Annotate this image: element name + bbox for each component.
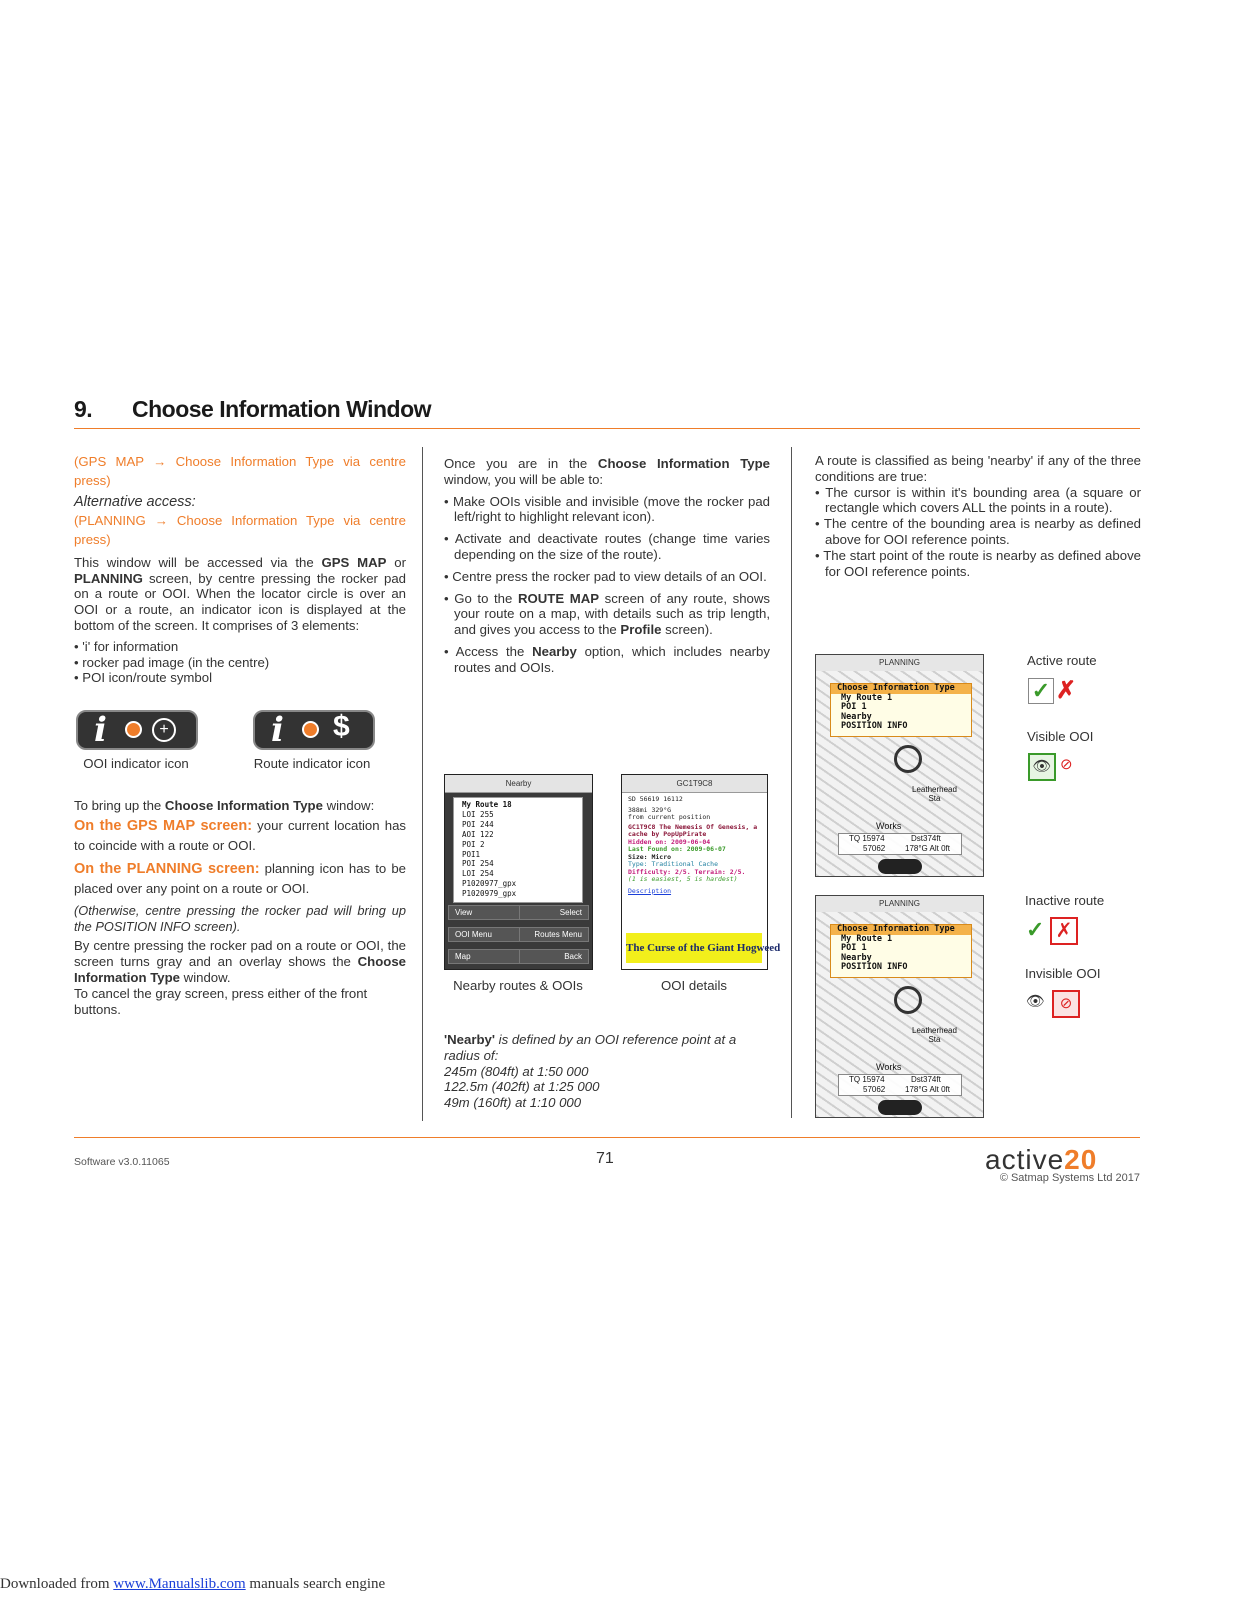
coords-box: TQ 15974 Dst374ft 57062 178°G Alt 0ft: [838, 1074, 962, 1096]
nearby-screenshot: [444, 774, 593, 970]
legend-visible-ooi: Visible OOI: [1027, 729, 1094, 744]
radius-3: 49m (160ft) at 1:10 000: [444, 1095, 582, 1111]
manualslib-link[interactable]: www.Manualslib.com: [113, 1576, 246, 1592]
overlay-title: Choose Information Type: [831, 684, 971, 694]
access-path: (GPS MAP → Choose Information Type via centre press): [74, 454, 406, 488]
choose-info-overlay: [830, 924, 972, 978]
ability-visible: • Make OOIs visible and invisible (move the rocker pad left/right to highlight relevant icon).: [444, 493, 770, 525]
ooi-details-screenshot: [621, 774, 781, 970]
nearby-route-intro: A route is classified as being 'nearby' if any of the three conditions are true:: [815, 453, 1141, 484]
details-found: Last Found on: 2009-06-07: [628, 845, 726, 853]
map-label-sta: Sta: [928, 1035, 941, 1044]
bullet-rocker: • rocker pad image (in the centre): [74, 654, 270, 670]
planning-screenshot-active: [815, 654, 984, 877]
details-name: GC1T9C8 The Nemesis Of Genesis, a cache by PopUpPirate: [628, 822, 758, 838]
condition-2: • The centre of the bounding area is nearby as defined above for OOI reference points.: [815, 516, 1141, 547]
details-hidden: Hidden on: 2009-06-04: [628, 837, 711, 846]
locator-circle: [894, 745, 922, 773]
ooi-menu-button: OOI Menu: [448, 927, 520, 942]
overlay-item: POI 1: [841, 702, 867, 712]
choose-info-overlay: [830, 683, 972, 737]
details-distance: 388mi 329°G: [628, 805, 672, 814]
details-title: GC1T9C8: [622, 775, 767, 793]
bullet-i: • 'i' for information: [74, 638, 179, 654]
column-1: [74, 452, 406, 686]
overlay-item: My Route 1: [841, 692, 893, 703]
active-route-icon: ✓ ✗: [1028, 678, 1084, 704]
details-caption: OOI details: [661, 978, 727, 993]
column-3: [815, 453, 1141, 579]
overlay-item: Nearby: [841, 952, 872, 963]
list-item: LOI 254: [462, 869, 494, 879]
list-item: LOI 255: [462, 809, 494, 819]
ability-nearby: • Access the Nearby option, which includes nearby routes and OOIs.: [444, 643, 770, 675]
cancel-text: To cancel the gray screen, press either of the front buttons.: [74, 985, 368, 1017]
list-item: My Route 18: [462, 800, 512, 809]
software-version: Software v3.0.11065: [74, 1156, 170, 1168]
select-button: Select: [519, 905, 589, 920]
ooi-indicator-icon: i +: [76, 710, 198, 750]
gps-map-instruction: On the GPS MAP screen: your current location has to coincide with a route or OOI.: [74, 817, 406, 853]
inactive-route-icon: ✓ ✗: [1026, 917, 1082, 943]
overlay-item: My Route 1: [841, 933, 893, 944]
back-button: Back: [519, 949, 589, 964]
ooi-indicator-caption: OOI indicator icon: [83, 756, 189, 771]
details-type: Type: Traditional Cache: [628, 860, 719, 868]
title-rule: [74, 428, 1140, 429]
view-button: View: [448, 905, 520, 920]
details-grid: SD 56619 16112: [628, 795, 683, 803]
nearby-def-text: 'Nearby' is defined by an OOI reference point at a radius of:: [444, 1032, 737, 1063]
overlay-item: POI 1: [841, 943, 867, 953]
routes-menu-button: Routes Menu: [519, 927, 589, 942]
list-item: POI 254: [462, 859, 494, 869]
gray-screen-text: By centre pressing the rocker pad on a route or OOI, the screen turns gray and an overlay shows the Choose Information Type window.: [74, 938, 406, 985]
overlay-title: Choose Information Type: [831, 925, 971, 935]
radius-2: 122.5m (402ft) at 1:25 000: [444, 1079, 600, 1095]
column-divider-1: [422, 447, 423, 1121]
condition-1: • The cursor is within it's bounding area (a square or rectangle which covers ALL the points in a route).: [815, 484, 1141, 516]
map-label-sta: Sta: [928, 794, 941, 803]
ability-details: • Centre press the rocker pad to view details of an OOI.: [444, 568, 767, 584]
locator-circle: [894, 986, 922, 1014]
info-indicator-icon: [878, 859, 922, 874]
details-size: Size: Micro: [628, 852, 672, 861]
active20-logo: active20: [985, 1144, 1098, 1175]
ability-activate: • Activate and deactivate routes (change time varies depending on the size of the route).: [444, 531, 770, 562]
alt-access-path: (PLANNING → Choose Information Type via centre press): [74, 512, 406, 547]
ability-route-map: • Go to the ROUTE MAP screen of any route, shows your route on a map, with details such as trip length, and gives you access to the Profile screen).: [444, 590, 771, 638]
list-item: P1020979_gpx: [462, 889, 517, 899]
planning-title: PLANNING: [816, 655, 983, 671]
nearby-definition: [444, 1032, 764, 1111]
nearby-list: [453, 797, 583, 903]
info-indicator-icon: [878, 1100, 922, 1115]
page-title: [74, 396, 431, 423]
map-label-leatherhead: Leatherhead: [912, 785, 957, 794]
download-notice: Downloaded from www.Manualslib.com manuals search engine: [0, 1576, 386, 1592]
map-button: Map: [448, 949, 520, 964]
condition-3: • The start point of the route is nearby as defined above for OOI reference points.: [815, 547, 1141, 579]
route-indicator-icon: i $: [253, 710, 375, 750]
column-2: [444, 456, 770, 676]
list-item: P1020977_gpx: [462, 879, 517, 889]
invisible-ooi-icon: 👁 ⊘: [1026, 990, 1082, 1016]
overlay-item: Nearby: [841, 711, 872, 722]
list-item: AOI 122: [462, 829, 494, 839]
nearby-caption: Nearby routes & OOIs: [453, 978, 583, 993]
column-divider-2: [791, 447, 792, 1118]
map-label-leatherhead: Leatherhead: [912, 1026, 957, 1035]
planning-screenshot-inactive: [815, 895, 984, 1118]
bring-up-text: To bring up the Choose Information Type window:: [74, 798, 375, 813]
list-item: POI1: [462, 849, 481, 859]
once-paragraph: Once you are in the Choose Information Type window, you will be able to:: [444, 456, 770, 487]
intro-paragraph: This window will be accessed via the GPS MAP or PLANNING screen, by centre pressing the rocker pad on a route or OOI. When the locator circle is over an OOI or a route, an indicator icon is displayed at the bottom of the screen. It comprises of 3 elements:: [74, 554, 406, 633]
details-description-link: Description: [628, 886, 672, 895]
planning-title: PLANNING: [816, 896, 983, 912]
details-scale: (1 is easiest, 5 is hardest): [628, 875, 738, 883]
overlay-item: POSITION INFO: [841, 962, 908, 972]
details-banner: The Curse of the Giant Hogweed: [626, 933, 762, 963]
otherwise-note: (Otherwise, centre pressing the rocker pad will bring up the POSITION INFO screen).: [74, 902, 406, 934]
section-number: 9.: [74, 396, 93, 422]
details-from: from current position: [628, 813, 711, 821]
section-title: Choose Information Window: [132, 396, 432, 422]
details-difficulty: Difficulty: 2/5. Terrain: 2/5.: [628, 867, 746, 876]
list-item: POI 244: [462, 819, 494, 829]
nearby-title: Nearby: [445, 775, 592, 793]
bullet-poi: • POI icon/route symbol: [74, 670, 213, 686]
map-label-works: Works: [876, 1062, 902, 1072]
legend-inactive-route: Inactive route: [1025, 893, 1105, 908]
page-number: 71: [596, 1150, 614, 1167]
copyright: © Satmap Systems Ltd 2017: [999, 1172, 1140, 1184]
legend-active-route: Active route: [1027, 653, 1097, 668]
route-indicator-caption: Route indicator icon: [253, 756, 371, 771]
footer-rule: [74, 1137, 1140, 1138]
legend-invisible-ooi: Invisible OOI: [1025, 966, 1101, 981]
coords-box: TQ 15974 Dst374ft 57062 178°G Alt 0ft: [838, 833, 962, 855]
column-1-lower: [74, 798, 406, 1017]
radius-1: 245m (804ft) at 1:50 000: [444, 1063, 589, 1079]
alt-access-label: Alternative access:: [74, 494, 196, 510]
overlay-item: POSITION INFO: [841, 721, 908, 731]
visible-ooi-icon: 👁 ⊘: [1028, 753, 1084, 779]
planning-instruction: On the PLANNING screen: planning icon has to be placed over any point on a route or OOI.: [74, 860, 406, 896]
list-item: POI 2: [462, 839, 485, 849]
map-label-works: Works: [876, 821, 902, 831]
